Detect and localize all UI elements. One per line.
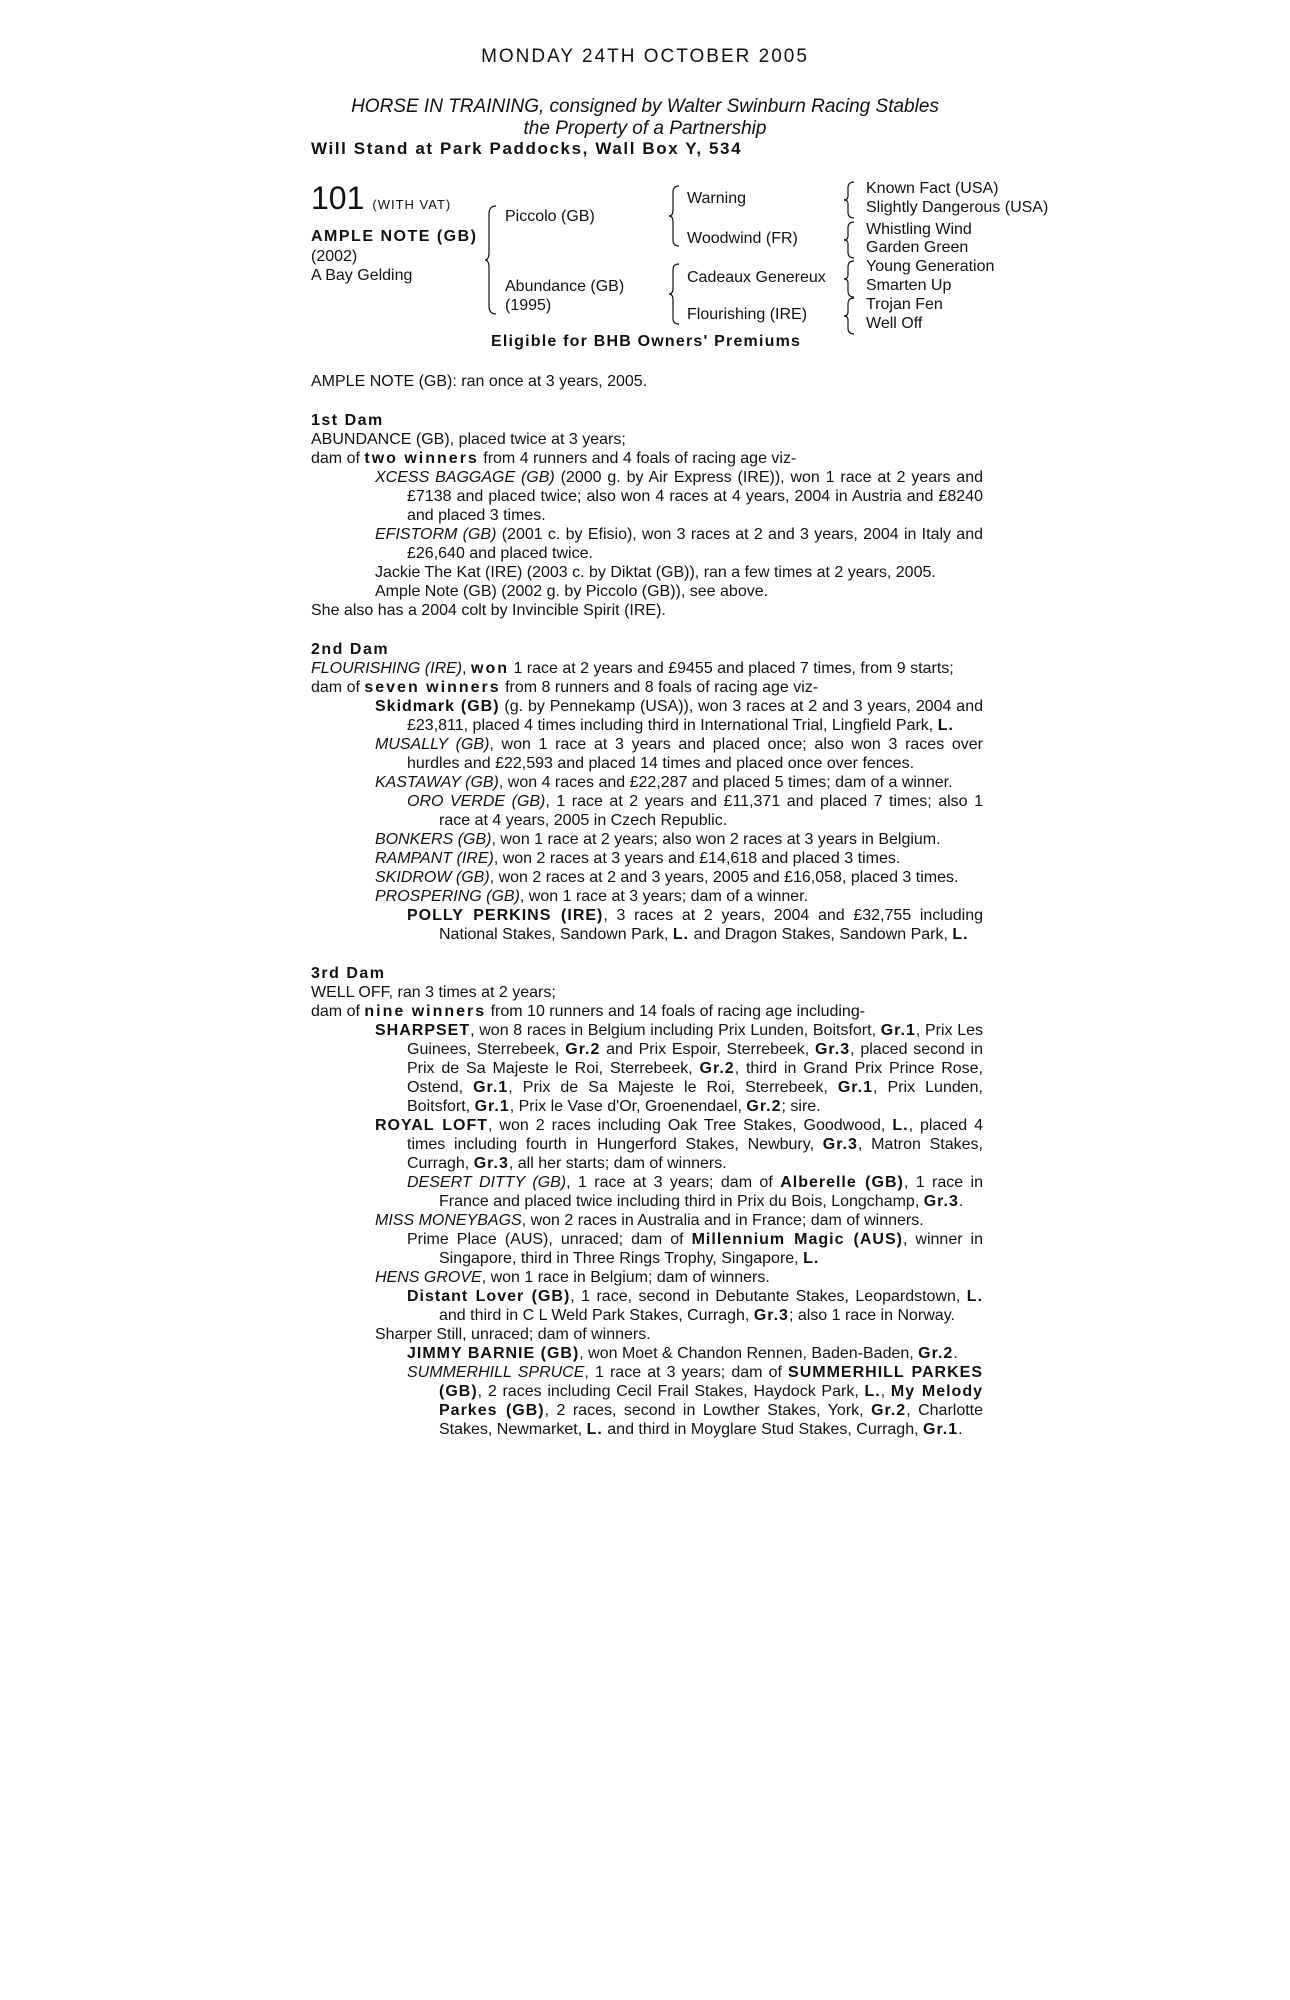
sire-bracket xyxy=(668,184,682,248)
produce-entry: BONKERS (GB), won 1 race at 2 years; also won 2 races at 3 years in Belgium. xyxy=(375,831,941,848)
second-dam-heading: 2nd Dam xyxy=(311,641,390,658)
gp-bracket-1 xyxy=(843,180,857,220)
produce-note: She also has a 2004 colt by Invincible Spirit (IRE). xyxy=(311,602,666,619)
pedigree-gp-3: Whistling Wind xyxy=(866,221,972,238)
horse-description: A Bay Gelding xyxy=(311,267,413,284)
lot-number-value: 101 xyxy=(311,180,365,216)
consignment-heading xyxy=(0,96,1290,140)
second-dam-line: FLOURISHING (IRE), won 1 race at 2 years and £9455 and placed 7 times, from 9 starts; xyxy=(311,660,954,677)
first-dam-produce: dam of two winners from 4 runners and 4 foals of racing age viz- xyxy=(311,450,797,467)
first-dam-heading: 1st Dam xyxy=(311,412,384,429)
produce-entry: Sharper Still, unraced; dam of winners. xyxy=(375,1326,651,1343)
consignor-line: HORSE IN TRAINING, consigned by Walter Swinburn Racing Stables xyxy=(351,96,939,117)
produce-subentry: Prime Place (AUS), unraced; dam of Millennium Magic (AUS), winner in Singapore, third in Three Rings Trophy, Singapore, L. xyxy=(407,1231,983,1267)
pedigree-main-bracket xyxy=(484,204,500,316)
pedigree-sire: Piccolo (GB) xyxy=(505,208,595,225)
pedigree-dam-year: (1995) xyxy=(505,297,552,314)
produce-entry: EFISTORM (GB) (2001 c. by Efisio), won 3 races at 2 and 3 years, 2004 in Italy and £26,640 and placed twice. xyxy=(375,526,984,562)
produce-entry: XCESS BAGGAGE (GB) (2000 g. by Air Express (IRE)), won 1 race at 2 years and £7138 and placed twice; also won 4 races at 4 years, 2004 in Austria and £8240 and placed 3 times. xyxy=(375,469,983,524)
pedigree-dam-dam: Flourishing (IRE) xyxy=(687,306,808,323)
gp-bracket-3 xyxy=(843,259,857,299)
pedigree-gp-1: Known Fact (USA) xyxy=(866,180,999,197)
pedigree-dam-sire: Cadeaux Genereux xyxy=(687,269,826,286)
premiums-note: Eligible for BHB Owners' Premiums xyxy=(491,333,802,350)
first-dam-line: ABUNDANCE (GB), placed twice at 3 years; xyxy=(311,431,626,448)
gp-bracket-2 xyxy=(843,220,857,260)
property-line: the Property of a Partnership xyxy=(523,118,767,139)
pedigree-gp-7: Trojan Fen xyxy=(866,296,943,313)
third-dam-line: WELL OFF, ran 3 times at 2 years; xyxy=(311,984,556,1001)
pedigree-dam: Abundance (GB) xyxy=(505,278,625,295)
pedigree-sire-sire: Warning xyxy=(687,190,746,207)
third-dam-heading: 3rd Dam xyxy=(311,965,386,982)
pedigree-gp-2: Slightly Dangerous (USA) xyxy=(866,199,1049,216)
dam-bracket xyxy=(668,262,682,326)
produce-entry: Ample Note (GB) (2002 g. by Piccolo (GB)), see above. xyxy=(375,583,769,600)
vat-note: (WITH VAT) xyxy=(372,197,452,212)
pedigree-sire-dam: Woodwind (FR) xyxy=(687,230,798,247)
horse-summary: AMPLE NOTE (GB): ran once at 3 years, 2005. xyxy=(311,373,648,390)
produce-subentry: POLLY PERKINS (IRE), 3 races at 2 years, 2004 and £32,755 including National Stakes, Sandown Park, L. and Dragon Stakes, Sandown Park, L. xyxy=(407,907,984,943)
produce-entry: SHARPSET, won 8 races in Belgium including Prix Lunden, Boitsfort, Gr.1, Prix Les Guinees, Sterrebeek, Gr.2 and Prix Espoir, Sterrebeek, Gr.3, placed second in Prix de Sa Majeste le Roi, Sterrebeek, Gr.2, third in Grand Prix Prince Rose, Ostend, Gr.1, Prix de Sa Majeste le Roi, Sterrebeek, Gr.1, Prix Lunden, Boitsfort, Gr.1, Prix le Vase d'Or, Groenendael, Gr.2; sire. xyxy=(375,1022,984,1115)
produce-entry: SKIDROW (GB), won 2 races at 2 and 3 years, 2005 and £16,058, placed 3 times. xyxy=(375,869,959,886)
produce-entry: KASTAWAY (GB), won 4 races and £22,287 and placed 5 times; dam of a winner. xyxy=(375,774,953,791)
pedigree-gp-5: Young Generation xyxy=(866,258,995,275)
produce-subentry: SUMMERHILL SPRUCE, 1 race at 3 years; dam of SUMMERHILL PARKES (GB), 2 races including Cecil Frail Stakes, Haydock Park, L., My Melody Parkes (GB), 2 races, second in Lowther Stakes, York, Gr.2, Charlotte Stakes, Newmarket, L. and third in Moyglare Stud Stakes, Curragh, Gr.1. xyxy=(407,1364,984,1438)
produce-entry: RAMPANT (IRE), won 2 races at 3 years and £14,618 and placed 3 times. xyxy=(375,850,901,867)
race-record xyxy=(311,372,983,1439)
produce-subentry: ORO VERDE (GB), 1 race at 2 years and £11,371 and placed 7 times; also 1 race at 4 years, 2005 in Czech Republic. xyxy=(407,793,983,829)
pedigree-gp-6: Smarten Up xyxy=(866,277,952,294)
stabling-line: Will Stand at Park Paddocks, Wall Box Y, 534 xyxy=(311,139,743,158)
third-dam-produce: dam of nine winners from 10 runners and 14 foals of racing age including- xyxy=(311,1003,866,1020)
pedigree-gp-8: Well Off xyxy=(866,315,923,332)
produce-entry: Skidmark (GB) (g. by Pennekamp (USA)), won 3 races at 2 and 3 years, 2004 and £23,811, placed 4 times including third in International Trial, Lingfield Park, L. xyxy=(375,698,984,734)
horse-year: (2002) xyxy=(311,248,358,265)
produce-entry: PROSPERING (GB), won 1 race at 3 years; dam of a winner. xyxy=(375,888,809,905)
produce-subentry: Distant Lover (GB), 1 race, second in Debutante Stakes, Leopardstown, L. and third in C L Weld Park Stakes, Curragh, Gr.3; also 1 race in Norway. xyxy=(407,1288,983,1324)
gp-bracket-4 xyxy=(843,296,857,336)
horse-name: AMPLE NOTE (GB) xyxy=(311,228,478,245)
produce-entry: MISS MONEYBAGS, won 2 races in Australia and in France; dam of winners. xyxy=(375,1212,924,1229)
produce-entry: MUSALLY (GB), won 1 race at 3 years and placed once; also won 3 races over hurdles and £22,593 and placed 14 times and placed once over fences. xyxy=(375,736,984,772)
produce-entry: ROYAL LOFT, won 2 races including Oak Tree Stakes, Goodwood, L., placed 4 times including fourth in Hungerford Stakes, Newbury, Gr.3, Matron Stakes, Curragh, Gr.3, all her starts; dam of winners. xyxy=(375,1117,984,1172)
sale-date: MONDAY 24TH OCTOBER 2005 xyxy=(481,46,809,67)
produce-entry: Jackie The Kat (IRE) (2003 c. by Diktat (GB)), ran a few times at 2 years, 2005. xyxy=(375,564,936,581)
second-dam-produce: dam of seven winners from 8 runners and 8 foals of racing age viz- xyxy=(311,679,819,696)
lot-number xyxy=(311,180,451,217)
produce-entry: HENS GROVE, won 1 race in Belgium; dam of winners. xyxy=(375,1269,770,1286)
produce-subentry: JIMMY BARNIE (GB), won Moet & Chandon Rennen, Baden-Baden, Gr.2. xyxy=(407,1345,958,1362)
produce-subentry: DESERT DITTY (GB), 1 race at 3 years; dam of Alberelle (GB), 1 race in France and placed twice including third in Prix du Bois, Longchamp, Gr.3. xyxy=(407,1174,984,1210)
pedigree-gp-4: Garden Green xyxy=(866,239,969,256)
